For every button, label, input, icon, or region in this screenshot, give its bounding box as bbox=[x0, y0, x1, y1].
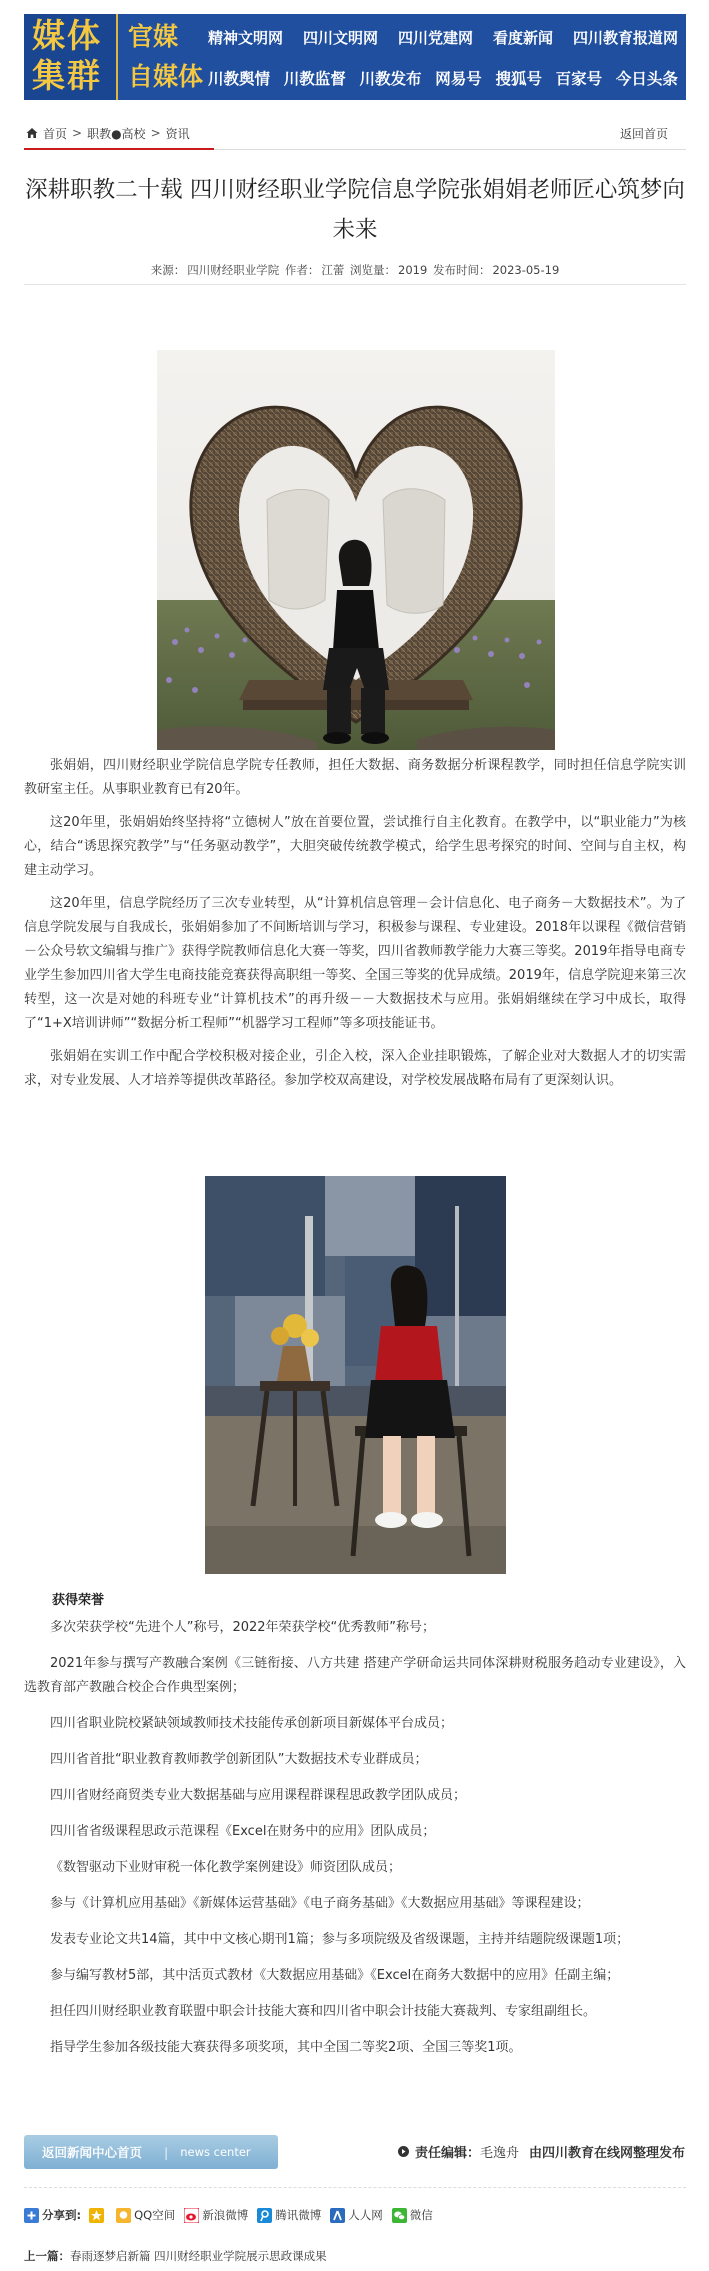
wechat-icon bbox=[392, 2208, 407, 2223]
honor-item: 指导学生参加各级技能大赛获得多项奖项，其中全国二等奖2项、全国三等奖1项。 bbox=[50, 2040, 522, 2055]
breadcrumb-category-link[interactable]: 职教●高校 bbox=[87, 126, 146, 141]
media-outlet[interactable]: 四川教育报道网 bbox=[572, 29, 678, 47]
media-banner[interactable] bbox=[24, 14, 686, 100]
honor-item: 担任四川财经职业教育联盟中职会计技能大赛和四川省中职会计技能大赛裁判、专家组副组长。 bbox=[50, 2004, 597, 2019]
media-outlet[interactable]: 看度新闻 bbox=[492, 29, 553, 47]
share-weibo-label: 新浪微博 bbox=[202, 2208, 249, 2222]
media-group-line1: 媒体 bbox=[32, 16, 102, 55]
share-bar bbox=[24, 2206, 442, 2224]
honors-list bbox=[24, 1616, 686, 2072]
share-wechat[interactable] bbox=[392, 2207, 433, 2223]
editor-label: 责任编辑： bbox=[414, 2146, 480, 2161]
honors-heading: 获得荣誉 bbox=[52, 1593, 105, 1608]
editor-name: 毛逸舟 bbox=[479, 2146, 519, 2161]
share-renren[interactable] bbox=[330, 2207, 383, 2223]
tencent-weibo-icon bbox=[257, 2208, 272, 2223]
title-divider bbox=[24, 284, 686, 285]
breadcrumb-news-link[interactable]: 资讯 bbox=[165, 126, 190, 141]
media-outlet[interactable]: 四川文明网 bbox=[302, 29, 378, 47]
footer-divider bbox=[24, 2187, 686, 2188]
media-outlet[interactable]: 川教监督 bbox=[283, 69, 346, 88]
source-label: 来源： bbox=[150, 263, 186, 277]
honor-item: 四川省财经商贸类专业大数据基础与应用课程群课程思政教学团队成员； bbox=[50, 1788, 467, 1803]
media-outlet[interactable]: 今日头条 bbox=[615, 69, 678, 88]
previous-article-label: 上一篇： bbox=[24, 2249, 70, 2263]
previous-article-link[interactable]: 春雨逐梦启新篇 四川财经职业学院展示思政课成果 bbox=[70, 2249, 327, 2263]
news-center-en-label: news center bbox=[180, 2145, 251, 2159]
media-outlet[interactable]: 精神文明网 bbox=[208, 29, 284, 47]
media-outlet[interactable]: 百家号 bbox=[555, 69, 603, 88]
article-meta bbox=[24, 262, 686, 278]
source-value: 四川财经职业学院 bbox=[187, 263, 280, 277]
honor-item: 参与《计算机应用基础》《新媒体运营基础》《电子商务基础》《大数据应用基础》等课程建设； bbox=[50, 1896, 590, 1911]
home-icon bbox=[26, 127, 38, 139]
honor-item: 《数智驱动下业财审税一体化教学案例建设》师资团队成员； bbox=[50, 1860, 402, 1875]
honor-item: 四川省省级课程思政示范课程《Excel在财务中的应用》团队成员； bbox=[50, 1824, 436, 1839]
share-qq-space-label: QQ空间 bbox=[134, 2208, 176, 2222]
share-wechat-label: 微信 bbox=[409, 2208, 433, 2222]
breadcrumb bbox=[24, 118, 214, 150]
qq-space-icon bbox=[116, 2208, 131, 2223]
article-body bbox=[24, 754, 686, 1102]
media-outlet[interactable]: 网易号 bbox=[435, 69, 482, 88]
share-tencent-weibo-label: 腾讯微博 bbox=[275, 2208, 322, 2222]
back-home-link[interactable]: 返回首页 bbox=[619, 127, 668, 141]
share-label-text: 分享到: bbox=[42, 2208, 82, 2222]
honor-item: 2021年参与撰写产教融合案例《三链衔接、八方共建 搭建产学研命运共同体深耕财税服务趋动专业建设》，入选教育部产教融合校企合作典型案例； bbox=[24, 1656, 686, 1695]
breadcrumb-home-link[interactable]: 首页 bbox=[43, 126, 68, 141]
share-renren-label: 人人网 bbox=[348, 2208, 383, 2222]
qzone-icon bbox=[89, 2208, 104, 2223]
news-center-divider: | bbox=[164, 2144, 169, 2160]
teacher-photo-heart-bench bbox=[157, 350, 555, 750]
media-outlet[interactable]: 搜狐号 bbox=[495, 69, 542, 88]
body-paragraph: 这20年里，张娟娟始终坚持将“立德树人”放在首要位置，尝试推行自主化教育。在教学中，以“职业能力”为核心，结合“诱思探究教学”与“任务驱动教学”，大胆突破传统教学模式，给学生思考探究的时间、空间与自主权，构建主动学习。 bbox=[24, 815, 686, 878]
views-label: 浏览量： bbox=[350, 263, 397, 277]
official-media-list bbox=[208, 25, 678, 51]
back-to-news-center-button[interactable] bbox=[24, 2135, 278, 2169]
article-title: 深耕职教二十载 四川财经职业学院信息学院张娟娟老师匠心筑梦向未来 bbox=[25, 177, 685, 243]
breadcrumb-bar bbox=[24, 118, 686, 150]
share-weibo[interactable] bbox=[184, 2207, 248, 2223]
honor-item: 四川省职业院校紧缺领域教师技术技能传承创新项目新媒体平台成员； bbox=[50, 1716, 454, 1731]
author-label: 作者： bbox=[284, 263, 320, 277]
views-value: 2019 bbox=[398, 263, 428, 277]
teacher-photo-tapestry bbox=[205, 1176, 506, 1574]
date-label: 发布时间： bbox=[432, 263, 491, 277]
breadcrumb-separator: > bbox=[150, 126, 161, 140]
share-qzone[interactable] bbox=[89, 2208, 107, 2223]
arrow-bullet-icon bbox=[398, 2146, 409, 2157]
news-center-zh-label: 返回新闻中心首页 bbox=[42, 2145, 143, 2160]
honor-item: 参与编写教材5部，其中活页式教材《大数据应用基础》《Excel在商务大数据中的应用》任副主编； bbox=[50, 1968, 620, 1983]
honor-item: 多次荣获学校“先进个人”称号，2022年荣获学校“优秀教师”称号； bbox=[50, 1620, 436, 1635]
author-value: 江蕾 bbox=[321, 263, 345, 277]
weibo-icon bbox=[184, 2208, 199, 2223]
share-tencent-weibo[interactable] bbox=[257, 2207, 321, 2223]
breadcrumb-separator: > bbox=[72, 126, 83, 140]
previous-article bbox=[24, 2248, 327, 2264]
date-value: 2023-05-19 bbox=[492, 263, 560, 277]
share-label bbox=[24, 2207, 81, 2223]
body-paragraph: 这20年里，信息学院经历了三次专业转型，从“计算机信息管理－会计信息化、电子商务－大数据技术”。为了信息学院发展与自我成长，张娟娟参加了不间断培训与学习，积极参与课程、专业建设。2018年以课程《微信营销－公众号软文编辑与推广》获得学院教师信息化大赛一等奖，四川省教师教学能力大赛三等奖。2019年指导电商专业学生参加四川省大学生电商技能竞赛获得高职组一等奖、全国三等奖的优异成绩。2019年，信息学院迎来第三次转型，这一次是对她的科班专业“计算机技术”的再升级－－大数据技术与应用。张娟娟继续在学习中成长，取得了“1+X培训讲师”“数据分析工程师”“机器学习工程师”等多项技能证书。 bbox=[24, 896, 686, 1031]
media-group-line2: 集群 bbox=[32, 56, 102, 95]
media-group-logo bbox=[24, 14, 118, 100]
honor-item: 发表专业论文共14篇，其中中文核心期刊1篇；参与多项院级及省级课题，主持并结题院级课题1项； bbox=[50, 1932, 630, 1947]
plus-icon bbox=[24, 2208, 39, 2223]
media-outlet[interactable]: 川教发布 bbox=[359, 69, 422, 88]
share-qq-space[interactable] bbox=[116, 2207, 175, 2223]
editor-line bbox=[398, 2142, 685, 2161]
renren-icon bbox=[330, 2208, 345, 2223]
media-outlet[interactable]: 四川党建网 bbox=[397, 29, 473, 47]
official-media-tag: 官媒 bbox=[128, 22, 179, 51]
self-media-list bbox=[208, 66, 678, 92]
honor-item: 四川省首批“职业教育教师教学创新团队”大数据技术专业群成员； bbox=[50, 1752, 428, 1767]
body-paragraph: 张娟娟，四川财经职业学院信息学院专任教师，担任大数据、商务数据分析课程教学，同时担任信息学院实训教研室主任。从事职业教育已有20年。 bbox=[24, 758, 686, 797]
body-paragraph: 张娟娟在实训工作中配合学校积极对接企业，引企入校，深入企业挂职锻炼，了解企业对大数据人才的切实需求，对专业发展、人才培养等提供改革路径。参加学校双高建设，对学校发展战略布局有了更深刻认识。 bbox=[24, 1049, 686, 1088]
media-outlet[interactable]: 川教舆情 bbox=[208, 69, 271, 88]
self-media-tag: 自媒体 bbox=[128, 62, 204, 91]
editor-org: 由四川教育在线网整理发布 bbox=[528, 2146, 685, 2161]
